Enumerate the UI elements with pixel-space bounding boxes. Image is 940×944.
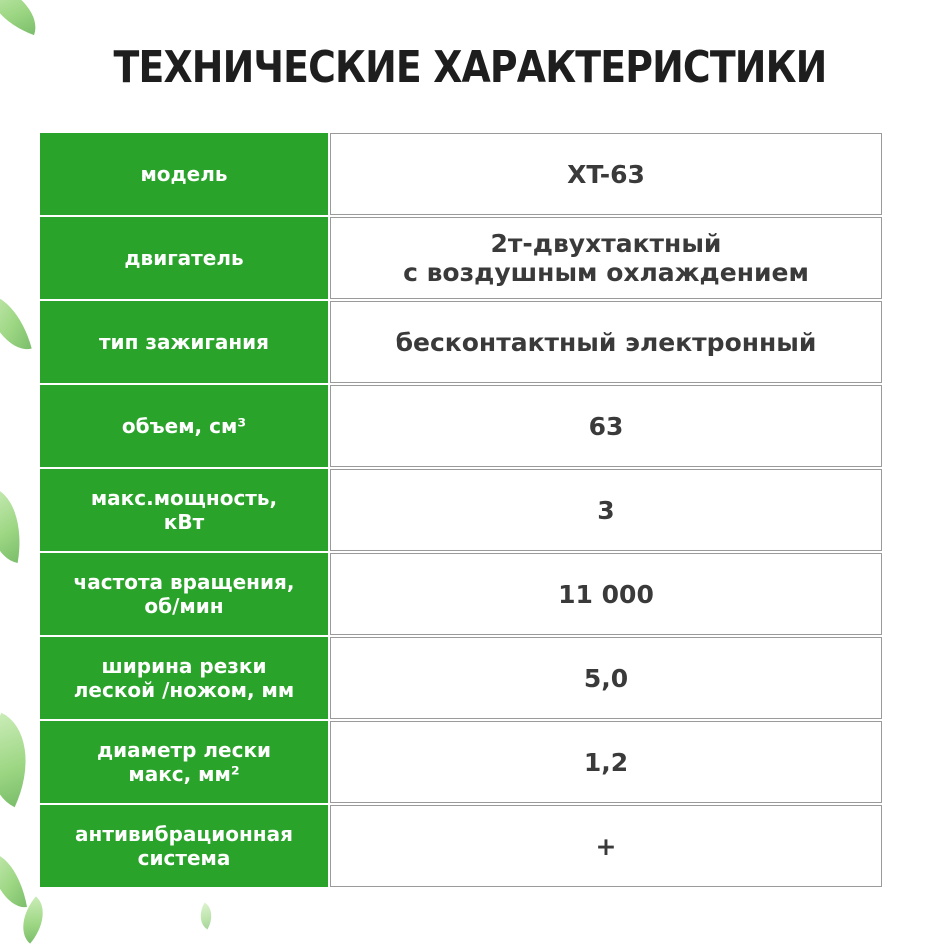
spec-value: 5,0	[330, 637, 882, 719]
spec-value: 11 000	[330, 553, 882, 635]
spec-value: бесконтактный электронный	[330, 301, 882, 383]
spec-value: 63	[330, 385, 882, 467]
leaf-decoration	[0, 487, 30, 563]
spec-label: частота вращения, об/мин	[40, 553, 328, 635]
spec-value: +	[330, 805, 882, 887]
spec-value: XT-63	[330, 133, 882, 215]
spec-value: 1,2	[330, 721, 882, 803]
spec-row	[40, 721, 882, 805]
leaf-decoration	[194, 902, 219, 929]
spec-label: двигатель	[40, 217, 328, 299]
spec-label: модель	[40, 133, 328, 215]
spec-row	[40, 133, 882, 217]
spec-row	[40, 385, 882, 469]
spec-label: диаметр лески макс, мм²	[40, 721, 328, 803]
leaf-decoration	[0, 848, 27, 912]
spec-row	[40, 637, 882, 721]
spec-label: тип зажигания	[40, 301, 328, 383]
spec-row	[40, 805, 882, 889]
spec-label: ширина резки леской /ножом, мм	[40, 637, 328, 719]
spec-row	[40, 217, 882, 301]
spec-row	[40, 301, 882, 385]
spec-value: 3	[330, 469, 882, 551]
spec-label: макс.мощность, кВт	[40, 469, 328, 551]
spec-value: 2т-двухтактный с воздушным охлаждением	[330, 217, 882, 299]
spec-row	[40, 469, 882, 553]
spec-row	[40, 553, 882, 637]
spec-label: объем, см³	[40, 385, 328, 467]
page-title: ТЕХНИЧЕСКИЕ ХАРАКТЕРИСТИКИ	[113, 42, 827, 93]
leaf-decoration	[0, 0, 46, 35]
spec-label: антивибрационная система	[40, 805, 328, 887]
leaf-decoration	[0, 287, 32, 358]
